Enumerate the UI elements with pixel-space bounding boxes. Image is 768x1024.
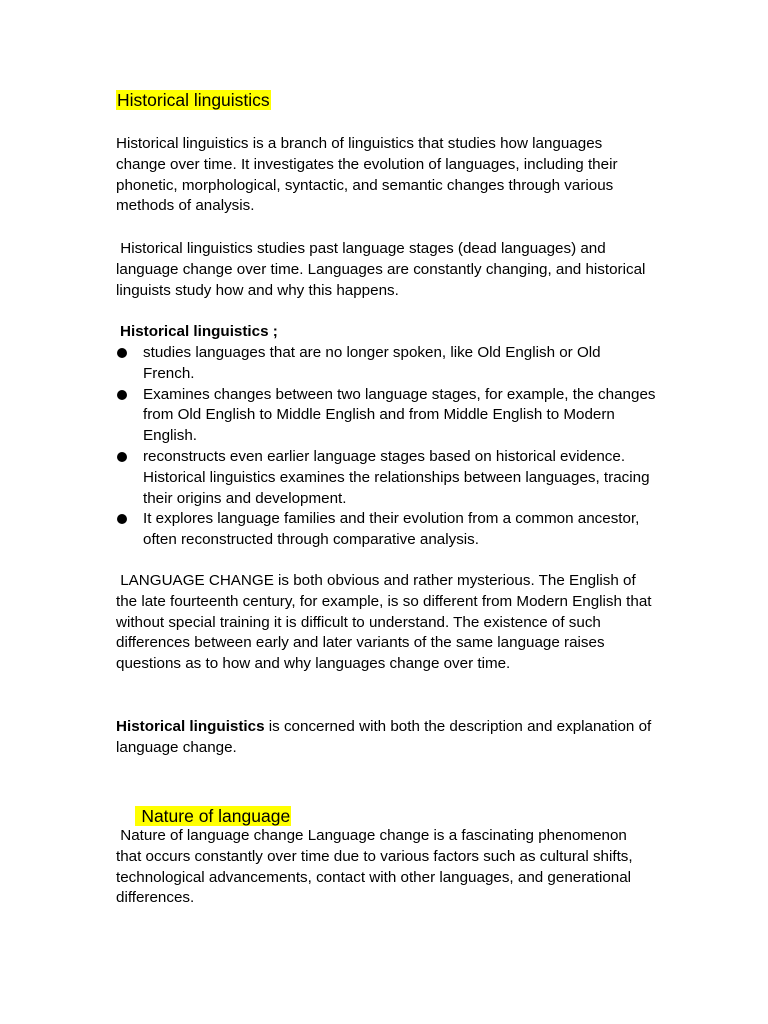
nature-paragraph: Nature of language change Language change is a fascinating phenomenon that occurs constantly over time due to various factors such as cultural shifts, technological advancements, contact with other languages, and generational differences. xyxy=(116,827,637,907)
closing-paragraph xyxy=(116,717,656,759)
bullet-icon xyxy=(117,390,127,400)
list-label: Historical linguistics ; xyxy=(120,323,278,340)
bullet-icon xyxy=(117,348,127,358)
list-item-text: studies languages that are no longer spoken, like Old English or Old French. xyxy=(143,344,601,382)
language-change-paragraph: LANGUAGE CHANGE is both obvious and rather mysterious. The English of the late fourteenth century, for example, is so different from Modern English that without special training it is difficult to understand. The existence of such differences between early and later variants of the same language raises questions as to how and why languages change over time. xyxy=(116,572,656,673)
bullet-icon xyxy=(117,452,127,462)
list-item xyxy=(116,343,656,385)
section-heading-historical-linguistics xyxy=(116,88,271,112)
list-item-text: It explores language families and their evolution from a common ancestor, often reconstructed through comparative analysis. xyxy=(143,510,640,549)
closing-rest-text: is concerned with both the description and explanation of language change. xyxy=(116,718,652,756)
second-paragraph: Historical linguistics studies past language stages (dead languages) and language change over time. Languages are constantly changing, and historical linguists study how and why this happens. xyxy=(116,240,650,299)
bullet-icon xyxy=(117,514,127,524)
list-item xyxy=(116,447,656,509)
bullet-list xyxy=(116,343,656,551)
heading-highlight: Nature of language xyxy=(136,806,291,826)
list-item-text: Examines changes between two language stages, for example, the changes from Old English to Middle English and from Middle English to Modern English. xyxy=(143,385,656,445)
list-item xyxy=(116,509,656,551)
list-item-text: reconstructs even earlier language stages based on historical evidence. Historical linguistics examines the relationships between languages, tracing their origins and development. xyxy=(143,447,650,507)
closing-bold-term: Historical linguistics xyxy=(116,718,265,735)
intro-paragraph: Historical linguistics is a branch of linguistics that studies how languages change over time. It investigates the evolution of languages, including their phonetic, morphological, syntactic, and semantic changes through various methods of analysis. xyxy=(116,135,618,215)
heading-highlight: Historical linguistics xyxy=(117,90,270,110)
list-item xyxy=(116,385,656,447)
